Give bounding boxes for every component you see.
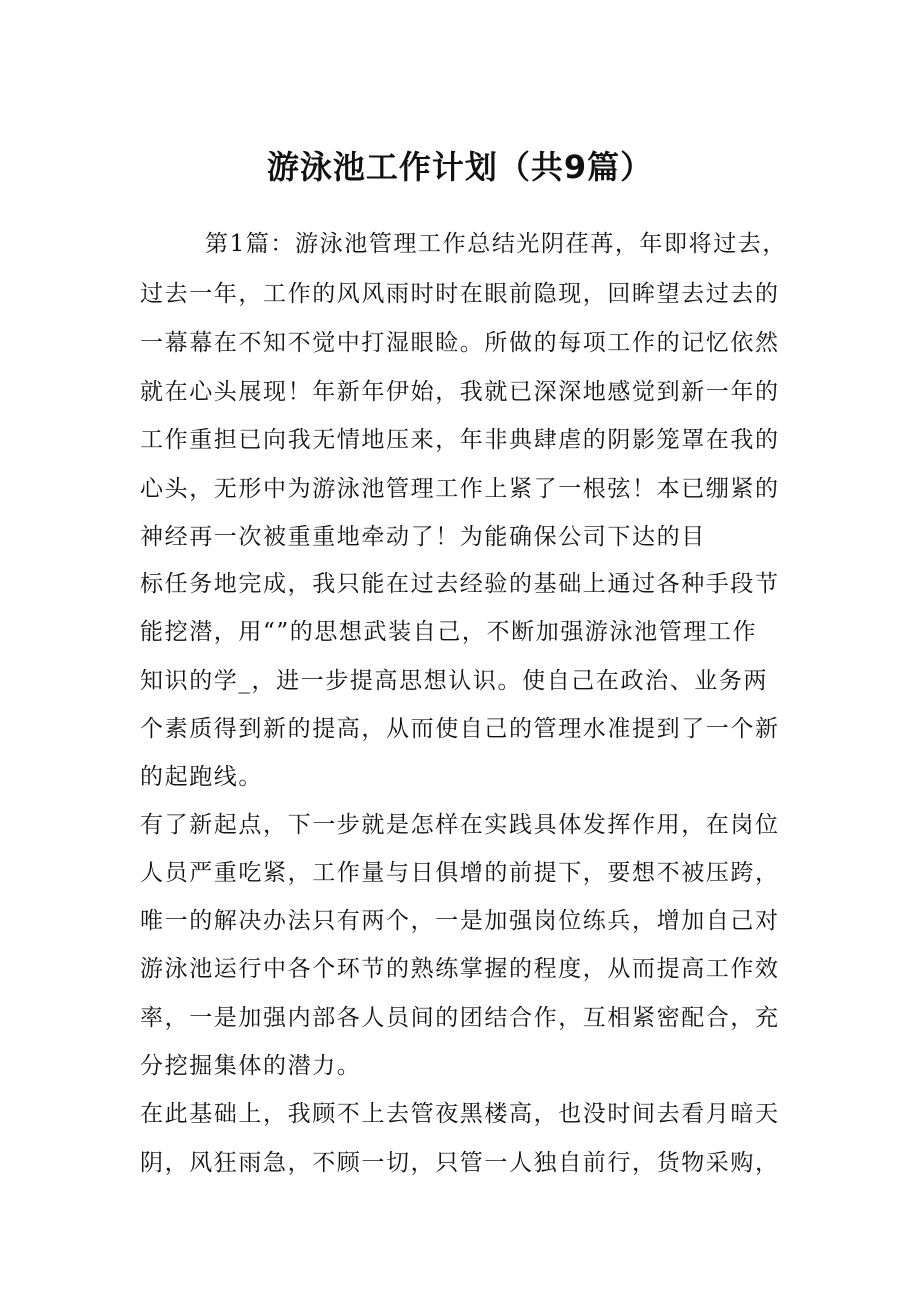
paragraph-line-2: 过去一年，工作的风风雨时时在眼前隐现，回眸望去过去的	[140, 281, 780, 307]
paragraph-line-7: 神经再一次被重重地牵动了！为能确保公司下达的目	[140, 524, 706, 550]
paragraph-line-15: 唯一的解决办法只有两个，一是加强岗位练兵，增加自己对	[140, 908, 780, 934]
document-title: 游泳池工作计划（共9篇）	[266, 148, 654, 186]
paragraph-line-13: 有了新起点，下一步就是怎样在实践具体发挥作用，在岗位	[140, 812, 780, 838]
paragraph-line-20: 阴，风狂雨急，不顾一切，只管一人独自前行，货物采购，	[140, 1150, 780, 1176]
paragraph-line-17: 率，一是加强内部各人员间的团结合作，互相紧密配合，充	[140, 1005, 780, 1031]
paragraph-line-6: 心头，无形中为游泳池管理工作上紧了一根弦！本已绷紧的	[140, 476, 780, 502]
paragraph-line-5: 工作重担已向我无情地压来，年非典肆虐的阴影笼罩在我的	[140, 427, 780, 453]
paragraph-line-12: 的起跑线。	[140, 764, 263, 790]
paragraph-line-19: 在此基础上，我顾不上去管夜黑楼高，也没时间去看月暗天	[140, 1101, 780, 1127]
paragraph-line-1: 第1篇：游泳池管理工作总结光阴荏苒，年即将过去，	[205, 231, 788, 257]
paragraph-line-14: 人员严重吃紧，工作量与日俱增的前提下，要想不被压跨，	[140, 860, 780, 886]
paragraph-line-4: 就在心头展现！年新年伊始，我就已深深地感觉到新一年的	[140, 379, 780, 405]
paragraph-line-3: 一幕幕在不知不觉中打湿眼睑。所做的每项工作的记忆依然	[140, 330, 780, 356]
paragraph-line-9: 能挖潜，用“”的思想武装自己，不断加强游泳池管理工作	[140, 619, 758, 645]
paragraph-line-10: 知识的学_，进一步提高思想认识。使自己在政治、业务两	[140, 668, 769, 694]
paragraph-line-11: 个素质得到新的提高，从而使自己的管理水准提到了一个新	[140, 716, 780, 742]
paragraph-line-8: 标任务地完成，我只能在过去经验的基础上通过各种手段节	[140, 571, 780, 597]
paragraph-line-16: 游泳池运行中各个环节的熟练掌握的程度，从而提高工作效	[140, 956, 780, 982]
paragraph-line-18: 分挖掘集体的潜力。	[140, 1053, 362, 1079]
